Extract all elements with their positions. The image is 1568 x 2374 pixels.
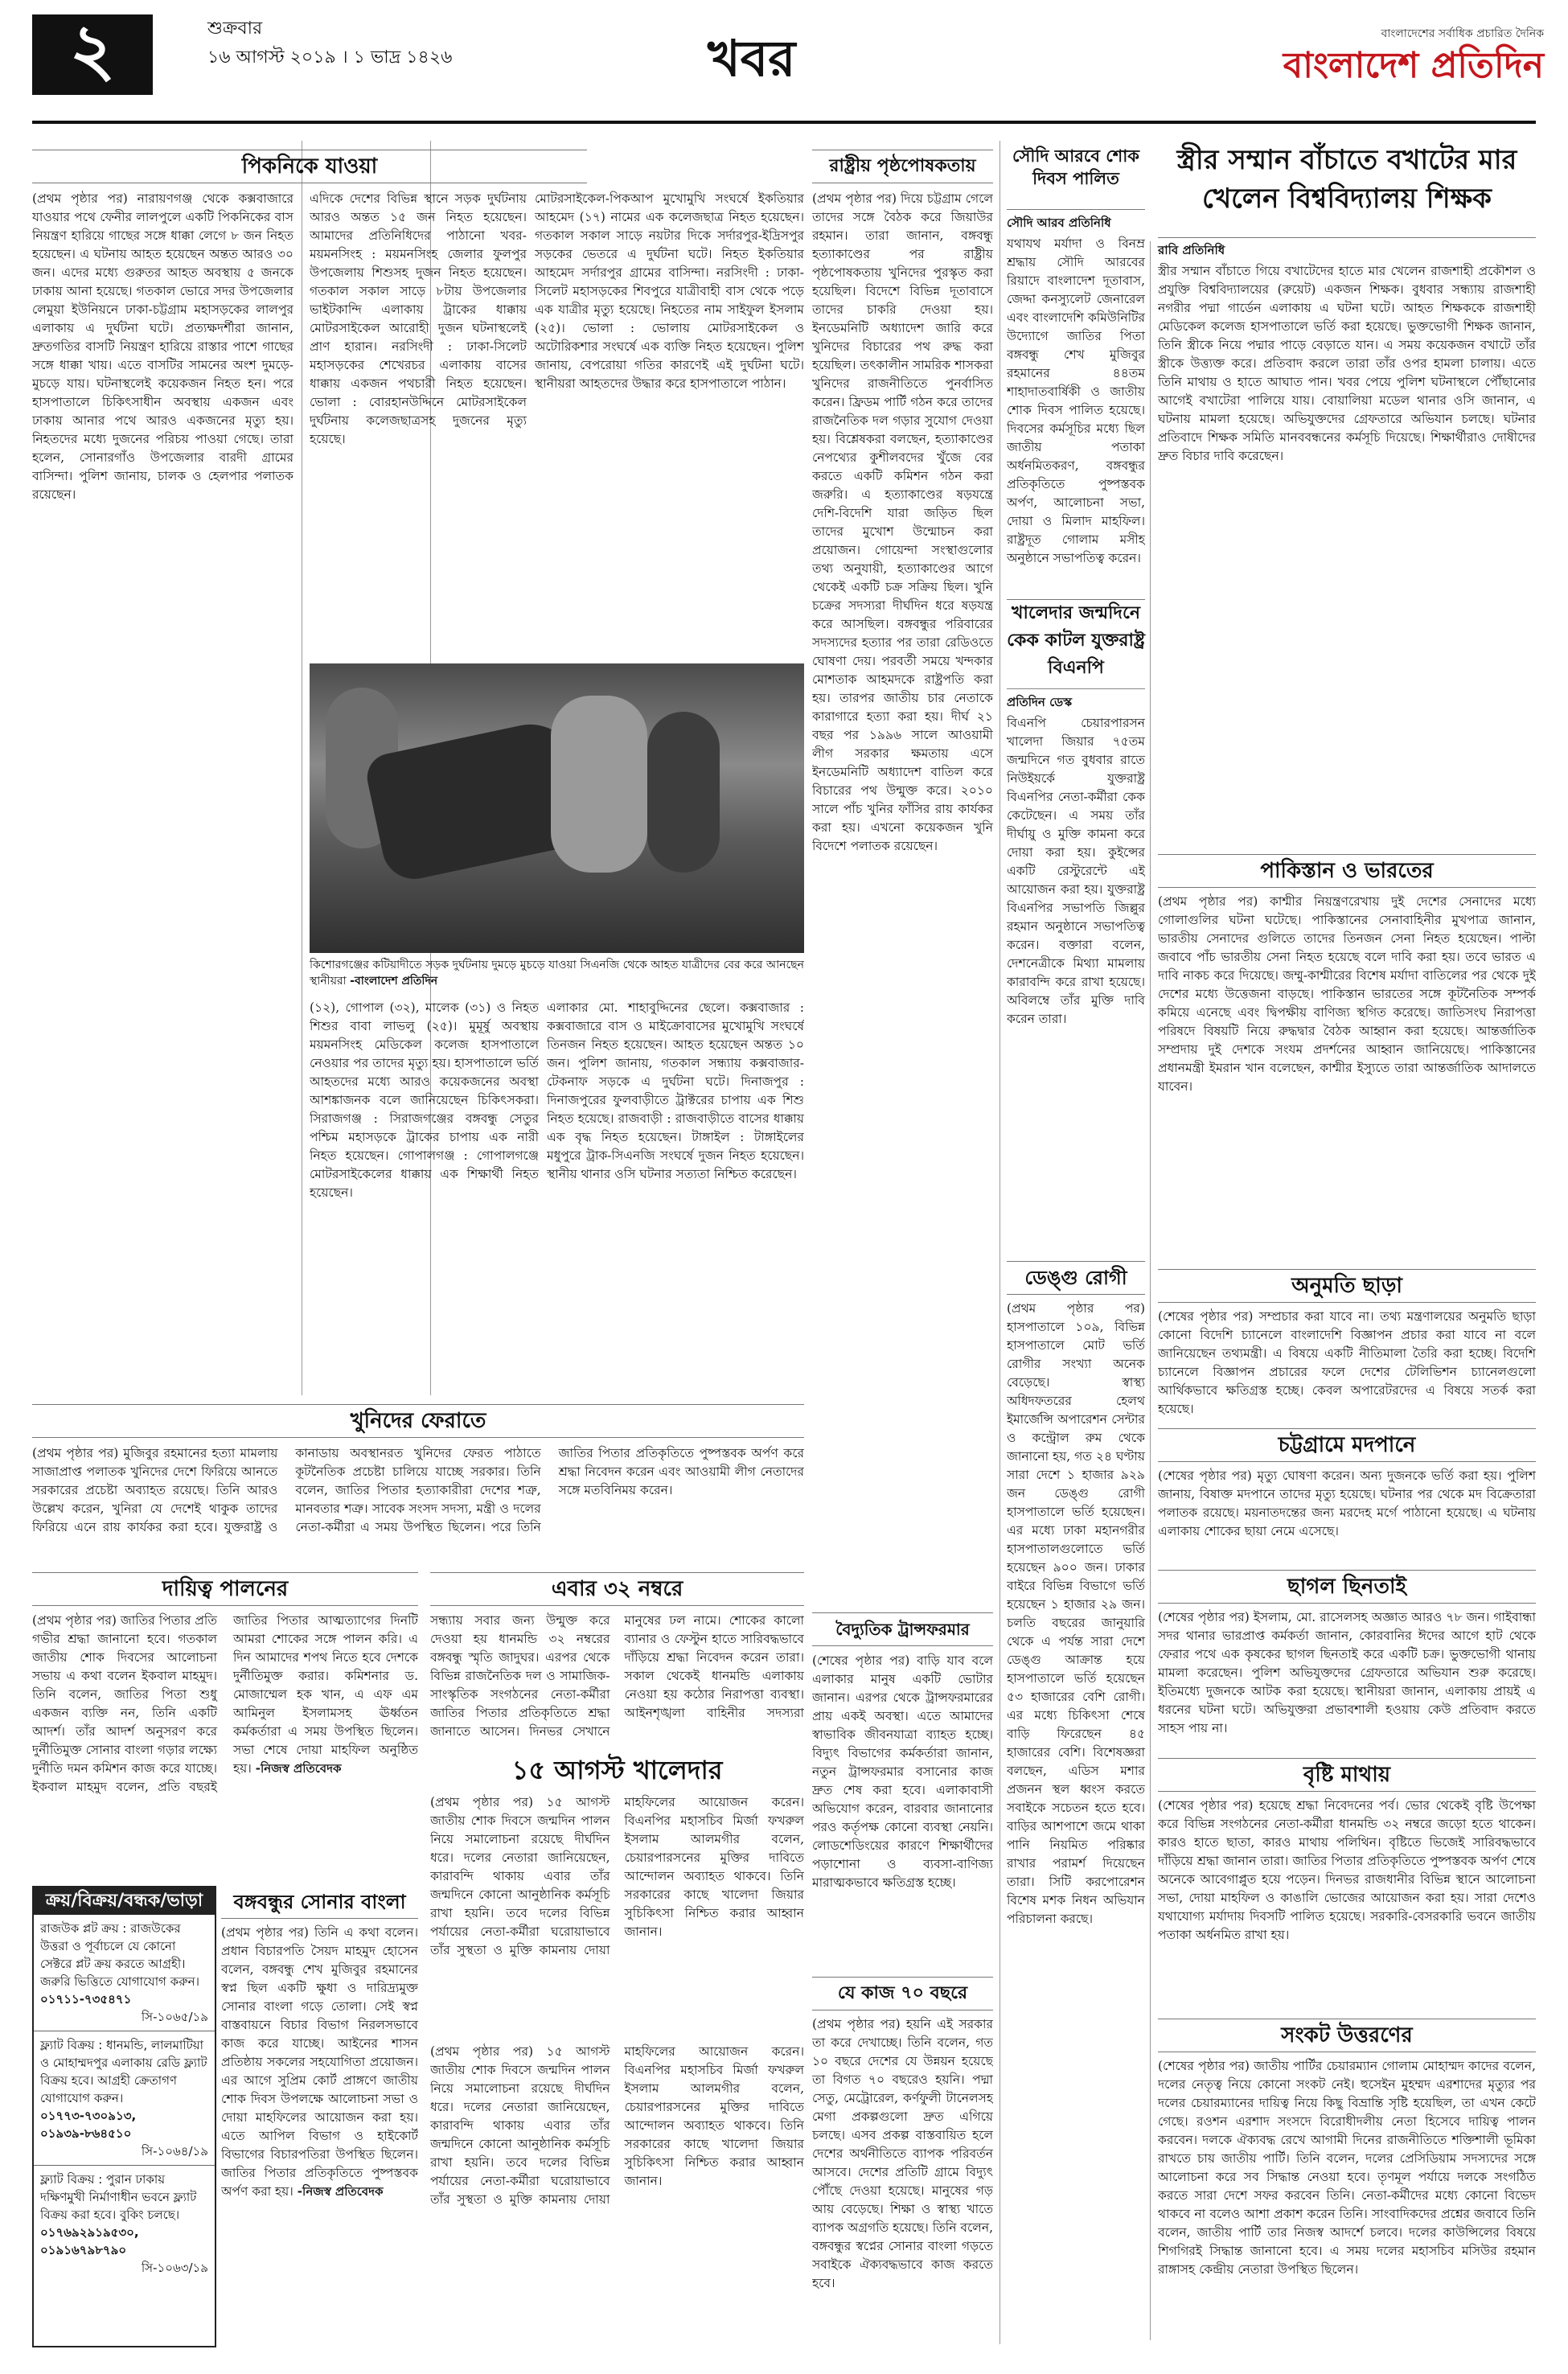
classified-ad-2 bbox=[34, 2031, 215, 2165]
rashtriya-headline: রাষ্ট্রীয় পৃষ্ঠপোষকতায় bbox=[812, 150, 993, 183]
ad2-text: ফ্ল্যাট বিক্রয় : ধানমন্ডি, লালমাটিয়া ও মোহাম্মদপুর এলাকায় রেডি ফ্ল্যাট বিক্রয় হবে। আগ্রহী ক্রেতাগণ যোগাযোগ করুন। bbox=[40, 2038, 207, 2105]
strir-body-text: স্ত্রীর সম্মান বাঁচাতে গিয়ে বখাটেদের হাতে মার খেলেন রাজশাহী প্রকৌশল ও প্রযুক্তি বিশ্ববিদ্যালয়ের (রুয়েট) একজন শিক্ষক। বুধবার সন্ধ্যায় রাজশাহী নগরীর পদ্মা গার্ডেন এলাকায় এ ঘটনা ঘটে। আহত শিক্ষককে রাজশাহী মেডিকেল কলেজ হাসপাতালে ভর্তি করা হয়েছে। ভুক্তভোগী শিক্ষক জানান, তিনি স্ত্রীকে নিয়ে পদ্মার পাড়ে বেড়াতে যান। এ সময় কয়েকজন বখাটে তাঁর স্ত্রীকে উত্ত্যক্ত করে। প্রতিবাদ করলে তারা তাঁর ওপর হামলা চালায়। এতে তিনি মাথায় ও হাতে আঘাত পান। খবর পেয়ে পুলিশ ঘটনাস্থলে পৌঁছানোর আগেই বখাটেরা পালিয়ে যায়। বোয়ালিয়া মডেল থানার ওসি জানান, এ ঘটনায় মামলা হয়েছে। অভিযুক্তদের গ্রেফতারে অভিযান চলছে। ঘটনার প্রতিবাদে শিক্ষক সমিতি মানববন্ধনের কর্মসূচি দিয়েছে। শিক্ষার্থীরাও দোষীদের দ্রুত বিচার দাবি করেছেন। bbox=[1158, 264, 1536, 463]
dayitto-credit: -নিজস্ব প্রতিবেদক bbox=[255, 1761, 342, 1776]
khaleda-cake-body bbox=[1007, 714, 1145, 1253]
picnic-body-text-1: (প্রথম পৃষ্ঠার পর) নারায়ণগঞ্জ থেকে কক্সবাজারে যাওয়ার পথে ফেনীর লালপুলে একটি পিকনিকের বাস নিয়ন্ত্রণ হারিয়ে গাছের সঙ্গে ধাক্কা লেগে ৮ জন নিহত হয়েছেন। এ ঘটনায় আহত হয়েছেন অন্তত আরও ৩০ জন। এদের মধ্যে গুরুতর আহত অবস্থায় ৫ জনকে ঢাকায় আনা হয়েছে। গতকাল ভোরে সদর উপজেলার লেমুয়া ইউনিয়নে ঢাকা-চট্টগ্রাম মহাসড়কের লালপুর এলাকায় এ দুর্ঘটনা ঘটে। প্রত্যক্ষদর্শীরা জানান, দ্রুতগতির বাসটি নিয়ন্ত্রণ হারিয়ে রাস্তার পাশে গাছের সঙ্গে ধাক্কা খায়। এতে বাসটির সামনের অংশ দুমড়ে-মুচড়ে যায়। ঘটনাস্থলেই কয়েকজন নিহত হন। পরে হাসপাতালে চিকিৎসাধীন অবস্থায় একজন এবং ঢাকায় আনার পথে আরও একজনের মৃত্যু হয়। নিহতদের মধ্যে দুজনের পরিচয় পাওয়া গেছে। তারা হলেন, সোনারগাঁও উপজেলার বারদী গ্রামের বাসিন্দা। পুলিশ জানায়, চালক ও হেলপার পলাতক রয়েছেন। bbox=[32, 191, 293, 502]
khaleda15-body-text-cont: (প্রথম পৃষ্ঠার পর) ১৫ আগস্ট জাতীয় শোক দিবসে জন্মদিন পালন নিয়ে সমালোচনা রয়েছে দীর্ঘদিন ধরে। দলের নেতারা জানিয়েছেন, কারাবন্দি থাকায় এবার তাঁর জন্মদিনে কোনো আনুষ্ঠানিক কর্মসূচি রাখা হয়নি। তবে দলের বিভিন্ন পর্যায়ের নেতা-কর্মীরা ঘরোয়াভাবে তাঁর সুস্থতা ও মুক্তি কামনায় দোয়া মাহফিলের আয়োজন করেন। বিএনপির মহাসচিব মির্জা ফখরুল ইসলাম আলমগীর বলেন, চেয়ারপারসনের মুক্তির দাবিতে আন্দোলন অব্যাহত থাকবে। তিনি সরকারের কাছে খালেদা জিয়ার সুচিকিৎসা নিশ্চিত করার আহ্বান জানান। bbox=[430, 2044, 804, 2207]
khaleda-cake-byline: প্রতিদিন ডেস্ক bbox=[1007, 695, 1073, 709]
bangabandhu-headline: বঙ্গবন্ধুর সোনার বাংলা bbox=[221, 1886, 418, 1919]
bidyut-body-text: (শেষের পৃষ্ঠার পর) বাড়ি যাব বলে এলাকার মানুষ একটি ভোটার জানান। এরপর থেকে ট্রান্সফরমারের প্রায় একই অবস্থা। এতে আমাদের স্বাভাবিক জীবনযাত্রা ব্যাহত হচ্ছে। বিদ্যুৎ বিভাগের কর্মকর্তারা জানান, নতুন ট্রান্সফরমার বসানোর কাজ দ্রুত শেষ করা হবে। এলাকাবাসী অভিযোগ করেন, বারবার জানানোর পরও কর্তৃপক্ষ কোনো ব্যবস্থা নেয়নি। লোডশেডিংয়ের কারণে শিক্ষার্থীদের পড়াশোনা ও ব্যবসা-বাণিজ্য মারাত্মকভাবে ক্ষতিগ্রস্ত হচ্ছে। bbox=[812, 1653, 993, 1890]
saudi-byline: সৌদি আরব প্রতিনিধি bbox=[1007, 216, 1111, 230]
jekaj70-headline: যে কাজ ৭০ বছরে bbox=[812, 1977, 993, 2011]
rashtriya-body-text: (প্রথম পৃষ্ঠার পর) দিয়ে চট্টগ্রাম গেলে তাদের সঙ্গে বৈঠক করে জিয়াউর রহমান। তারা জানান, বঙ্গবন্ধু হত্যাকাণ্ডের পর রাষ্ট্রীয় পৃষ্ঠপোষকতায় খুনিদের পুরস্কৃত করা হয়েছিল। বিদেশে বিভিন্ন দূতাবাসে তাদের চাকরি দেওয়া হয়। ইনডেমনিটি অধ্যাদেশ জারি করে খুনিদের বিচারের পথ রুদ্ধ করা হয়েছিল। তৎকালীন সামরিক শাসকরা খুনিদের রাজনীতিতে পুনর্বাসিত করেন। ফ্রিডম পার্টি গঠন করে তাদের রাজনৈতিক দল গড়ার সুযোগ দেওয়া হয়। বিশ্লেষকরা বলছেন, হত্যাকাণ্ডের নেপথ্যের কুশীলবদের খুঁজে বের করতে একটি কমিশন গঠন করা জরুরি। এ হত্যাকাণ্ডের ষড়যন্ত্রে দেশি-বিদেশি যারা জড়িত ছিল তাদের মুখোশ উন্মোচন করা প্রয়োজন। bbox=[812, 191, 993, 557]
khunider-headline: খুনিদের ফেরাতে bbox=[32, 1404, 804, 1438]
masthead-rule bbox=[32, 121, 1536, 124]
brishti-body-text: (শেষের পৃষ্ঠার পর) হয়েছে শ্রদ্ধা নিবেদনের পর্ব। ভোর থেকেই বৃষ্টি উপেক্ষা করে বিভিন্ন সংগঠনের নেতা-কর্মীরা ধানমন্ডি ৩২ নম্বরে জড়ো হতে থাকেন। কারও হাতে ছাতা, কারও মাথায় পলিথিন। বৃষ্টিতে ভিজেই সারিবদ্ধভাবে দাঁড়িয়ে শ্রদ্ধা জানান তারা। জাতির পিতার প্রতিকৃতিতে পুষ্পস্তবক অর্পণ শেষে অনেকে আবেগাপ্লুত হয়ে পড়েন। দিনভর রাজধানীর বিভিন্ন স্থানে আলোচনা সভা, দোয়া মাহফিল ও কাঙালি ভোজের আয়োজন করা হয়। সারা দেশেও যথাযোগ্য মর্যাদায় দিবসটি পালিত হয়েছে। সরকারি-বেসরকারি ভবনে জাতীয় পতাকা অর্ধনমিত রাখা হয়। bbox=[1158, 1798, 1536, 1942]
picnic-body-text-4: (১২), গোপাল (৩২), মালেক (৩১) ও নিহত শিশুর বাবা লাভলু (২৫)। মুমূর্ষু অবস্থায় ময়মনসিংহ মেডিকেল কলেজ হাসপাতালে নেওয়ার পর তাদের মৃত্যু হয়। হাসপাতালে ভর্তি আহতদের মধ্যে আরও কয়েকজনের অবস্থা আশঙ্কাজনক বলে জানিয়েছেন চিকিৎসকরা। সিরাজগঞ্জ : সিরাজগঞ্জের বঙ্গবন্ধু সেতুর পশ্চিম মহাসড়কে ট্রাকের চাপায় এক নারী নিহত হয়েছেন। গোপালগঞ্জ : গোপালগঞ্জে মোটরসাইকেলের ধাক্কায় এক শিক্ষার্থী নিহত হয়েছেন। bbox=[310, 1000, 539, 1200]
onumoti-headline: অনুমতি ছাড়া bbox=[1158, 1269, 1536, 1303]
column-divider bbox=[1150, 241, 1151, 2340]
photo-caption bbox=[310, 957, 804, 994]
chagol-body bbox=[1158, 1608, 1536, 1752]
chagol-headline: ছাগল ছিনতাই bbox=[1158, 1570, 1536, 1604]
ebar32-body-text: সন্ধ্যায় সবার জন্য উন্মুক্ত করে দেওয়া হয় ধানমন্ডি ৩২ নম্বরের বঙ্গবন্ধু স্মৃতি জাদুঘর। এরপর থেকে বিভিন্ন রাজনৈতিক দল ও সামাজিক-সাংস্কৃতিক সংগঠনের নেতা-কর্মীরা জাতির পিতার প্রতিকৃতিতে শ্রদ্ধা জানাতে আসেন। দিনভর সেখানে মানুষের ঢল নামে। শোকের কালো ব্যানার ও ফেস্টুন হাতে সারিবদ্ধভাবে দাঁড়িয়ে শ্রদ্ধা নিবেদন করেন তারা। সকাল থেকেই ধানমন্ডি এলাকায় নেওয়া হয় কঠোর নিরাপত্তা ব্যবস্থা। আইনশৃঙ্খলা বাহিনীর সদস্যরা bbox=[430, 1613, 804, 1739]
weekday: শুক্রবার bbox=[207, 18, 263, 39]
dengue-body bbox=[1007, 1300, 1145, 2342]
bidyut-headline: বৈদ্যুতিক ট্রান্সফরমার bbox=[812, 1612, 993, 1646]
dengue-headline: ডেঙ্গু রোগী bbox=[1007, 1261, 1145, 1295]
brishti-headline: বৃষ্টি মাথায় bbox=[1158, 1758, 1536, 1792]
khaleda-cake-body-text: বিএনপি চেয়ারপারসন খালেদা জিয়ার ৭৫তম জন্মদিনে গত বুধবার রাতে নিউইয়র্কে যুক্তরাষ্ট্র বিএনপির নেতা-কর্মীরা কেক কেটেছেন। এ সময় তাঁর দীর্ঘায়ু ও মুক্তি কামনা করে দোয়া করা হয়। কুইন্সের একটি রেস্টুরেন্টে এই আয়োজন করা হয়। যুক্তরাষ্ট্র বিএনপির সভাপতি জিল্লুর রহমান অনুষ্ঠানে সভাপতিত্ব করেন। বক্তারা বলেন, দেশনেত্রীকে মিথ্যা মামলায় কারাবন্দি করে রাখা হয়েছে। অবিলম্বে তাঁর মুক্তি দাবি করেন তারা। bbox=[1007, 716, 1145, 1026]
picnic-body-col4 bbox=[310, 999, 539, 1397]
ebar32-headline: এবার ৩২ নম্বরে bbox=[430, 1572, 804, 1606]
chattogram-body-text: (শেষের পৃষ্ঠার পর) মৃত্যু ঘোষণা করেন। অন্য দুজনকে ভর্তি করা হয়। পুলিশ জানায়, বিষাক্ত মদপানে তাদের মৃত্যু হয়েছে। ঘটনার পর থেকে মদ বিক্রেতারা পলাতক রয়েছে। ময়নাতদন্তের জন্য মরদেহ মর্গে পাঠানো হয়েছে। এ ঘটনায় এলাকায় শোকের ছায়া নেমে এসেছে। bbox=[1158, 1468, 1536, 1538]
caption-credit: -বাংলাদেশ প্রতিদিন bbox=[350, 975, 438, 988]
ebar32-body bbox=[430, 1612, 804, 1744]
picnic-body-col1 bbox=[32, 190, 293, 1396]
chagol-body-text: (শেষের পৃষ্ঠার পর) ইসলাম, মো. রাসেলসহ অজ্ঞাত আরও ৭৮ জন। গাইবান্ধা সদর থানার ভারপ্রাপ্ত কর্মকর্তা জানান, কোরবানির ঈদের আগে হাট থেকে ফেরার পথে এক কৃষকের ছাগল ছিনতাই করে একটি চক্র। ভুক্তভোগী থানায় মামলা করেছেন। পুলিশ অভিযুক্তদের গ্রেফতারে অভিযান শুরু করেছে। ইতিমধ্যে দুজনকে আটক করা হয়েছে। স্থানীয়রা জানান, এলাকায় প্রায়ই এ ধরনের ঘটনা ঘটে। অভিযুক্তরা প্রভাবশালী হওয়ায় কেউ প্রতিবাদ করতে সাহস পায় না। bbox=[1158, 1610, 1536, 1735]
page-number: ২ bbox=[32, 14, 153, 95]
khaleda15-headline: ১৫ আগস্ট খালেদার bbox=[511, 1755, 723, 1785]
picnic-body-text-2: এদিকে দেশের বিভিন্ন স্থানে সড়ক দুর্ঘটনায় আরও অন্তত ১৫ জন নিহত হয়েছেন। আমাদের প্রতিনিধিদের পাঠানো খবর- ময়মনসিংহ : ময়মনসিংহ জেলার ফুলপুর উপজেলায় শিশুসহ দুজন নিহত হয়েছেন। গতকাল সকাল সাড়ে ৮টায় উপজেলার ভাইটকান্দি এলাকায় ট্রাকের ধাক্কায় মোটরসাইকেল আরোহী দুজন ঘটনাস্থলেই প্রাণ হারান। নরসিংদী : ঢাকা-সিলেট মহাসড়কের শেখেরচর এলাকায় বাসের ধাক্কায় একজন পথচারী নিহত হয়েছেন। ভোলা : বোরহানউদ্দিনে মোটরসাইকেল দুর্ঘটনায় কলেজছাত্রসহ দুজনের মৃত্যু হয়েছে। bbox=[310, 191, 527, 446]
bidyut-body bbox=[812, 1652, 993, 1969]
ad2-ref: সি-১০৬৪/১৯ bbox=[141, 2144, 208, 2158]
date-block bbox=[207, 14, 452, 72]
dayitto-headline: দায়িত্ব পালনের bbox=[32, 1572, 418, 1606]
ad2-phone: ০১৭৭৩-৭৩০৯১৩, ০১৯৩৯-৮৬৪৫১০ bbox=[40, 2109, 137, 2141]
ad1-ref: সি-১০৬৫/১৯ bbox=[141, 2010, 208, 2024]
picnic-body-col3 bbox=[535, 190, 804, 656]
ad3-text: ফ্ল্যাট বিক্রয় : পুরান ঢাকায় দক্ষিণমুখী নির্মাণাধীন ভবনে ফ্ল্যাট বিক্রয় করা হবে। বুকিং চলছে। bbox=[40, 2172, 197, 2222]
chattogram-headline: চট্টগ্রামে মদপানে bbox=[1158, 1428, 1536, 1462]
logo-tagline: বাংলাদেশের সর্বাধিক প্রচারিত দৈনিক bbox=[1381, 27, 1544, 40]
rashtriya-body-text-2: গোয়েন্দা সংস্থাগুলোর তথ্য অনুযায়ী, হত্যাকাণ্ডের আগে থেকেই একটি চক্র সক্রিয় ছিল। খুনি চক্রের সদস্যরা দীর্ঘদিন ধরে ষড়যন্ত্র করে আসছিল। বঙ্গবন্ধুর পরিবারের সদস্যদের হত্যার পর তারা রেডিওতে ঘোষণা দেয়। পরবর্তী সময়ে খন্দকার মোশতাক আহমদকে রাষ্ট্রপতি করা হয়। তারপর জাতীয় চার নেতাকে কারাগারে হত্যা করা হয়। দীর্ঘ ২১ বছর পর ১৯৯৬ সালে আওয়ামী লীগ সরকার ক্ষমতায় এসে ইনডেমনিটি অধ্যাদেশ বাতিল করে বিচারের পথ উন্মুক্ত করে। ২০১০ সালে পাঁচ খুনির ফাঁসির রায় কার্যকর করা হয়। এখনো কয়েকজন খুনি বিদেশে পলাতক রয়েছেন। bbox=[812, 543, 993, 853]
bangabandhu-credit: -নিজস্ব প্রতিবেদক bbox=[297, 2184, 384, 2199]
onumoti-body bbox=[1158, 1308, 1536, 1422]
picnic-headline: পিকনিকে যাওয়া bbox=[32, 150, 587, 183]
saudi-body bbox=[1007, 235, 1145, 589]
classifieds-box bbox=[32, 1886, 216, 2347]
pakistan-body-text: (প্রথম পৃষ্ঠার পর) কাশ্মীর নিয়ন্ত্রণরেখায় দুই দেশের সেনাদের মধ্যে গোলাগুলির ঘটনা ঘটেছে। পাকিস্তানের সেনাবাহিনীর মুখপাত্র জানান, ভারতীয় সেনাদের গুলিতে তাদের তিনজন সেনা নিহত হয়েছেন। পাল্টা জবাবে পাঁচ ভারতীয় সেনা নিহত হয়েছে বলে দাবি করা হয়। তবে ভারত এ দাবি নাকচ করে দিয়েছে। জম্মু-কাশ্মীরের বিশেষ মর্যাদা বাতিলের পর থেকে দুই দেশের মধ্যে উত্তেজনা বাড়ছে। পাকিস্তান ভারতের সঙ্গে কূটনৈতিক সম্পর্ক কমিয়ে এনেছে এবং দ্বিপক্ষীয় বাণিজ্য স্থগিত করেছে। জাতিসংঘ নিরাপত্তা পরিষদে বিষয়টি নিয়ে রুদ্ধদ্বার বৈঠক আহ্বান করা হয়েছে। আন্তর্জাতিক সম্প্রদায় দুই দেশকে সংযম প্রদর্শনের আহ্বান জানিয়েছে। পাকিস্তানের প্রধানমন্ত্রী ইমরান খান বলেছেন, কাশ্মীর ইস্যুতে তারা আন্তর্জাতিক আদালতে যাবেন। bbox=[1158, 894, 1536, 1094]
onumoti-body-text: (শেষের পৃষ্ঠার পর) সম্প্রচার করা যাবে না। তথ্য মন্ত্রণালয়ের অনুমতি ছাড়া কোনো বিদেশি চ্যানেলে বাংলাদেশি বিজ্ঞাপন প্রচার করা যাবে না বলে জানিয়েছেন তথ্যমন্ত্রী। এ বিষয়ে একটি নীতিমালা তৈরি করা হচ্ছে। বিদেশি চ্যানেলে বিজ্ঞাপন প্রচারের ফলে দেশের টেলিভিশন চ্যানেলগুলো আর্থিকভাবে ক্ষতিগ্রস্ত হচ্ছে। কেবল অপারেটরদের এ বিষয়ে সতর্ক করা হয়েছে। bbox=[1158, 1309, 1536, 1416]
saudi-body-text: যথাযথ মর্যাদা ও বিনম্র শ্রদ্ধায় সৌদি আরবের রিয়াদে বাংলাদেশ দূতাবাস, জেদ্দা কনস্যুলেট জেনারেল এবং বাংলাদেশি কমিউনিটির উদ্যোগে জাতির পিতা বঙ্গবন্ধু শেখ মুজিবুর রহমানের ৪৪তম শাহাদাতবার্ষিকী ও জাতীয় শোক দিবস পালিত হয়েছে। দিবসের কর্মসূচির মধ্যে ছিল জাতীয় পতাকা অর্ধনমিতকরণ, বঙ্গবন্ধুর প্রতিকৃতিতে পুষ্পস্তবক অর্পণ, আলোচনা সভা, দোয়া ও মিলাদ মাহফিল। রাষ্ট্রদূত গোলাম মসীহ অনুষ্ঠানে সভাপতিত্ব করেন। bbox=[1007, 236, 1145, 565]
saudi-headline: সৌদি আরবে শোক দিবস পালিত bbox=[1007, 145, 1145, 210]
dengue-body-text: (প্রথম পৃষ্ঠার পর) হাসপাতালে ১০৯, বিভিন্ন হাসপাতালে মোট ভর্তি রোগীর সংখ্যা অনেক বেড়েছে। স্বাস্থ্য অধিদফতরের হেলথ ইমার্জেন্সি অপারেশন সেন্টার ও কন্ট্রোল রুম থেকে জানানো হয়, গত ২৪ ঘণ্টায় সারা দেশে ১ হাজার ৯২৯ জন ডেঙ্গু রোগী হাসপাতালে ভর্তি হয়েছেন। এর মধ্যে ঢাকা মহানগরীর হাসপাতালগুলোতে ভর্তি হয়েছেন ৯০০ জন। ঢাকার বাইরে বিভিন্ন বিভাগে ভর্তি হয়েছেন ১ হাজার ২৯ জন। চলতি বছরের জানুয়ারি থেকে এ পর্যন্ত সারা দেশে ডেঙ্গু আক্রান্ত হয়ে হাসপাতালে ভর্তি হয়েছেন ৫৩ হাজারের বেশি রোগী। এর মধ্যে চিকিৎসা শেষে বাড়ি ফিরেছেন ৪৫ হাজারের বেশি। বিশেষজ্ঞরা বলছেন, এডিস মশার প্রজনন স্থল ধ্বংস করতে সবাইকে সচেতন হতে হবে। বাড়ির আশপাশে জমে থাকা পানি নিয়মিত পরিষ্কার রাখার পরামর্শ দিয়েছেন তারা। সিটি করপোরেশন বিশেষ মশক নিধন অভিযান পরিচালনা করছে। bbox=[1007, 1301, 1145, 1926]
caption-text: কিশোরগঞ্জের কটিয়াদীতে সড়ক দুর্ঘটনায় দুমড়ে মুচড়ে যাওয়া সিএনজি থেকে আহত যাত্রীদের বের করে আনছেন স্থানীয়রা bbox=[310, 959, 804, 988]
column-divider bbox=[999, 141, 1000, 2344]
bangabandhu-body bbox=[221, 1924, 418, 2342]
picnic-body-text-3: মোটরসাইকেল-পিকআপ মুখোমুখি সংঘর্ষে ইকতিয়ার আহমেদ (১৭) নামের এক কলেজছাত্র নিহত হয়েছেন। গতকাল সকাল সাড়ে নয়টার দিকে সর্দারপুর-ইদ্রিসপুর সড়কের ভেতরে এ দুর্ঘটনা ঘটে। নিহত ইকতিয়ার আহমেদ সর্দারপুর গ্রামের বাসিন্দা। নরসিংদী : ঢাকা-সিলেট মহাসড়কের শিবপুরে যাত্রীবাহী বাস থেকে পড়ে এক যাত্রীর মৃত্যু হয়েছে। নিহতের নাম সাইফুল ইসলাম (২৫)। ভোলা : ভোলায় মোটরসাইকেল ও অটোরিকশার সংঘর্ষে এক ব্যক্তি নিহত হয়েছেন। পুলিশ জানায়, বেপরোয়া গতির কারণেই এই দুর্ঘটনা ঘটে। স্থানীয়রা আহতদের উদ্ধার করে হাসপাতালে পাঠান। bbox=[535, 191, 804, 391]
accident-photo bbox=[310, 663, 804, 953]
khunider-body-text: (প্রথম পৃষ্ঠার পর) মুজিবুর রহমানের হত্যা মামলায় সাজাপ্রাপ্ত পলাতক খুনিদের দেশে ফিরিয়ে আনতে সরকারের প্রচেষ্টা অব্যাহত রয়েছে। তিনি আরও উল্লেখ করেন, খুনিরা যে দেশেই থাকুক তাদের ফিরিয়ে এনে রায় কার্যকর করা হবে। যুক্তরাষ্ট্র ও কানাডায় অবস্থানরত খুনিদের ফেরত পাঠাতে কূটনৈতিক প্রচেষ্টা চালিয়ে যাচ্ছে সরকার। তিনি বলেন, জাতির পিতার হত্যাকারীরা দেশের শত্রু, মানবতার শত্রু। সাবেক সংসদ সদস্য, মন্ত্রী ও দলের নেতা-কর্মীরা এ সময় উপস্থিত ছিলেন। পরে তিনি জাতির পিতার প্রতিকৃতিতে পুষ্পস্তবক অর্পণ করে শ্রদ্ধা নিবেদন করেন এবং আওয়ামী লীগ নেতাদের সঙ্গে মতবিনিময় করেন। bbox=[32, 1446, 804, 1534]
ad3-ref: সি-১০৬৩/১৯ bbox=[141, 2261, 208, 2275]
jekaj70-body-text: (প্রথম পৃষ্ঠার পর) হয়নি এই সরকার তা করে দেখাচ্ছে। তিনি বলেন, গত ১০ বছরে দেশের যে উন্নয়ন হয়েছে তা বিগত ৭০ বছরেও হয়নি। পদ্মা সেতু, মেট্রোরেল, কর্ণফুলী টানেলসহ মেগা প্রকল্পগুলো দ্রুত এগিয়ে চলছে। এসব প্রকল্প বাস্তবায়িত হলে দেশের অর্থনীতিতে ব্যাপক পরিবর্তন আসবে। দেশের প্রতিটি গ্রামে বিদ্যুৎ পৌঁছে দেওয়া হয়েছে। মানুষের গড় আয় বেড়েছে। শিক্ষা ও স্বাস্থ্য খাতে ব্যাপক অগ্রগতি হয়েছে। তিনি বলেন, বঙ্গবন্ধুর স্বপ্নের সোনার বাংলা গড়তে সবাইকে ঐক্যবদ্ধভাবে কাজ করতে হবে। bbox=[812, 2017, 993, 2290]
pakistan-body bbox=[1158, 893, 1536, 1263]
logo-name: বাংলাদেশ প্রতিদিন bbox=[1283, 45, 1544, 86]
dayitto-body bbox=[32, 1612, 418, 1877]
khunider-body bbox=[32, 1444, 804, 1565]
sankat-body-text: (শেষের পৃষ্ঠার পর) জাতীয় পার্টির চেয়ারম্যান গোলাম মোহাম্মদ কাদের বলেন, দলের নেতৃত্ব নিয়ে কোনো সংকট নেই। হুসেইন মুহম্মদ এরশাদের মৃত্যুর পর দলের চেয়ারম্যানের দায়িত্ব নিয়ে কিছু বিভ্রান্তি সৃষ্টি হয়েছিল, তা এখন কেটে গেছে। রওশন এরশাদ সংসদে বিরোধীদলীয় নেতা হিসেবে দায়িত্ব পালন করবেন। দলকে ঐক্যবদ্ধ রেখে আগামী দিনের রাজনীতিতে শক্তিশালী ভূমিকা রাখতে চায় জাতীয় পার্টি। তিনি বলেন, দলের প্রেসিডিয়াম সদস্যদের সঙ্গে আলোচনা করে সব সিদ্ধান্ত নেওয়া হবে। তৃণমূল পর্যায়ে দলকে সংগঠিত করতে সারা দেশে সফর করবেন তিনি। নেতা-কর্মীদের মধ্যে কোনো বিভেদ থাকবে না বলেও আশা প্রকাশ করেন তিনি। সাংবাদিকদের প্রশ্নের জবাবে তিনি বলেন, জাতীয় পার্টি তার নিজস্ব আদর্শে চলবে। দলের কাউন্সিলের বিষয়ে শিগগিরই সিদ্ধান্ত জানানো হবে। এ সময় দলের মহাসচিব মসিউর রহমান রাঙ্গাসহ কেন্দ্রীয় নেতারা উপস্থিত ছিলেন। bbox=[1158, 2059, 1536, 2277]
classified-ad-3 bbox=[34, 2165, 215, 2282]
ad3-phone: ০১৭৬৯২৯১৯৫৩০, ০১৯১৬৭৯৮৭৯০ bbox=[40, 2225, 139, 2257]
strir-body bbox=[1158, 262, 1536, 849]
issue-date: ১৬ আগস্ট ২০১৯ । ১ ভাদ্র ১৪২৬ bbox=[207, 47, 453, 68]
chattogram-body bbox=[1158, 1467, 1536, 1563]
khaleda-cake-headline: খালেদার জন্মদিনে কেক কাটল যুক্তরাষ্ট্র বিএনপি bbox=[1007, 599, 1145, 689]
strir-headline: স্ত্রীর সম্মান বাঁচাতে বখাটের মার খেলেন বিশ্ববিদ্যালয় শিক্ষক bbox=[1158, 141, 1536, 238]
sankat-body bbox=[1158, 2057, 1536, 2342]
brishti-body bbox=[1158, 1797, 1536, 2012]
newspaper-logo bbox=[1262, 24, 1544, 97]
bangabandhu-body-text: (প্রথম পৃষ্ঠার পর) তিনি এ কথা বলেন। প্রধান বিচারপতি সৈয়দ মাহমুদ হোসেন বলেন, বঙ্গবন্ধু শেখ মুজিবুর রহমানের স্বপ্ন ছিল একটি ক্ষুধা ও দারিদ্র্যমুক্ত সোনার বাংলা গড়ে তোলা। সেই স্বপ্ন বাস্তবায়নে বিচার বিভাগ নিরলসভাবে কাজ করে যাচ্ছে। আইনের শাসন প্রতিষ্ঠায় সকলের সহযোগিতা প্রয়োজন। এর আগে সুপ্রিম কোর্ট প্রাঙ্গণে জাতীয় শোক দিবস উপলক্ষে আলোচনা সভা ও দোয়া মাহফিলের আয়োজন করা হয়। এতে আপিল বিভাগ ও হাইকোর্ট বিভাগের বিচারপতিরা উপস্থিত ছিলেন। জাতির পিতার প্রতিকৃতিতে পুষ্পস্তবক অর্পণ করা হয়। bbox=[221, 1925, 418, 2199]
picnic-body-text-5: এলাকার মো. শাহাবুদ্দিনের ছেলে। কক্সবাজার : কক্সবাজারে বাস ও মাইক্রোবাসের মুখোমুখি সংঘর্ষে তিনজন নিহত হয়েছেন। আহত হয়েছেন অন্তত ১০ জন। পুলিশ জানায়, গতকাল সন্ধ্যায় কক্সবাজার-টেকনাফ সড়কে এ দুর্ঘটনা ঘটে। দিনাজপুর : দিনাজপুরের ফুলবাড়ীতে ট্রাক্টরের চাপায় এক শিশু নিহত হয়েছে। রাজবাড়ী : রাজবাড়ীতে বাসের ধাক্কায় এক বৃদ্ধ নিহত হয়েছেন। টাঙ্গাইল : টাঙ্গাইলের মধুপুরে ট্রাক-সিএনজি সংঘর্ষে দুজন নিহত হয়েছেন। স্থানীয় থানার ওসি ঘটনার সত্যতা নিশ্চিত করেছেন। bbox=[547, 1000, 804, 1181]
rashtriya-body bbox=[812, 190, 993, 1605]
masthead bbox=[0, 0, 1568, 121]
pakistan-headline: পাকিস্তান ও ভারতের bbox=[1158, 854, 1536, 888]
khaleda15-body-text: (প্রথম পৃষ্ঠার পর) ১৫ আগস্ট জাতীয় শোক দিবসে জন্মদিন পালন নিয়ে সমালোচনা রয়েছে দীর্ঘদিন ধরে। দলের নেতারা জানিয়েছেন, কারাবন্দি থাকায় এবার তাঁর জন্মদিনে কোনো আনুষ্ঠানিক কর্মসূচি রাখা হয়নি। তবে দলের বিভিন্ন পর্যায়ের নেতা-কর্মীরা ঘরোয়াভাবে তাঁর সুস্থতা ও মুক্তি কামনায় দোয়া মাহফিলের আয়োজন করেন। বিএনপির মহাসচিব মির্জা ফখরুল ইসলাম আলমগীর বলেন, চেয়ারপারসনের মুক্তির দাবিতে আন্দোলন অব্যাহত থাকবে। তিনি সরকারের কাছে খালেদা জিয়ার সুচিকিৎসা নিশ্চিত করার আহ্বান জানান। bbox=[430, 1795, 804, 1957]
picnic-body-col5 bbox=[547, 999, 804, 1397]
khaleda15-continued bbox=[430, 2043, 804, 2342]
classified-ad-1 bbox=[34, 1915, 215, 2031]
sankat-headline: সংকট উত্তরণের bbox=[1158, 2019, 1536, 2052]
strir-byline: রাবি প্রতিনিধি bbox=[1158, 243, 1225, 257]
ad1-text: রাজউক প্লট ক্রয় : রাজউকের উত্তরা ও পূর্বাচলে যে কোনো সেক্টরে প্লট ক্রয় করতে আগ্রহী। জরুরি ভিত্তিতে যোগাযোগ করুন। bbox=[40, 1921, 199, 1989]
ad1-phone: ০১৭১১-৭৩৫৪৭১ bbox=[40, 1992, 132, 2006]
section-title: খবর bbox=[708, 29, 796, 88]
classifieds-heading: ক্রয়/বিক্রয়/বন্ধক/ভাড়া bbox=[34, 1887, 215, 1915]
khaleda15-body bbox=[430, 1793, 804, 2035]
dayitto-body-text: (প্রথম পৃষ্ঠার পর) জাতির পিতার প্রতি গভীর শ্রদ্ধা জানানো হবে। গতকাল জাতীয় শোক দিবসের আলোচনা সভায় এ কথা বলেন ইকবাল মাহমুদ। তিনি বলেন, জাতির পিতা শুধু একজন ব্যক্তি নন, তিনি একটি আদর্শ। তাঁর আদর্শ অনুসরণ করে দুর্নীতিমুক্ত সোনার বাংলা গড়ার লক্ষ্যে দুর্নীতি দমন কমিশন কাজ করে যাচ্ছে। ইকবাল মাহমুদ বলেন, প্রতি বছরই জাতির পিতার আত্মত্যাগের দিনটি আমরা শোকের সঙ্গে পালন করি। এ দিন আমাদের শপথ নিতে হবে দেশকে দুর্নীতিমুক্ত করার। কমিশনার ড. মোজাম্মেল হক খান, এ এফ এম আমিনুল ইসলামসহ ঊর্ধ্বতন কর্মকর্তারা এ সময় উপস্থিত ছিলেন। সভা শেষে দোয়া মাহফিল অনুষ্ঠিত হয়। bbox=[32, 1613, 418, 1794]
picnic-body-col2 bbox=[310, 190, 527, 656]
jekaj70-body bbox=[812, 2015, 993, 2341]
